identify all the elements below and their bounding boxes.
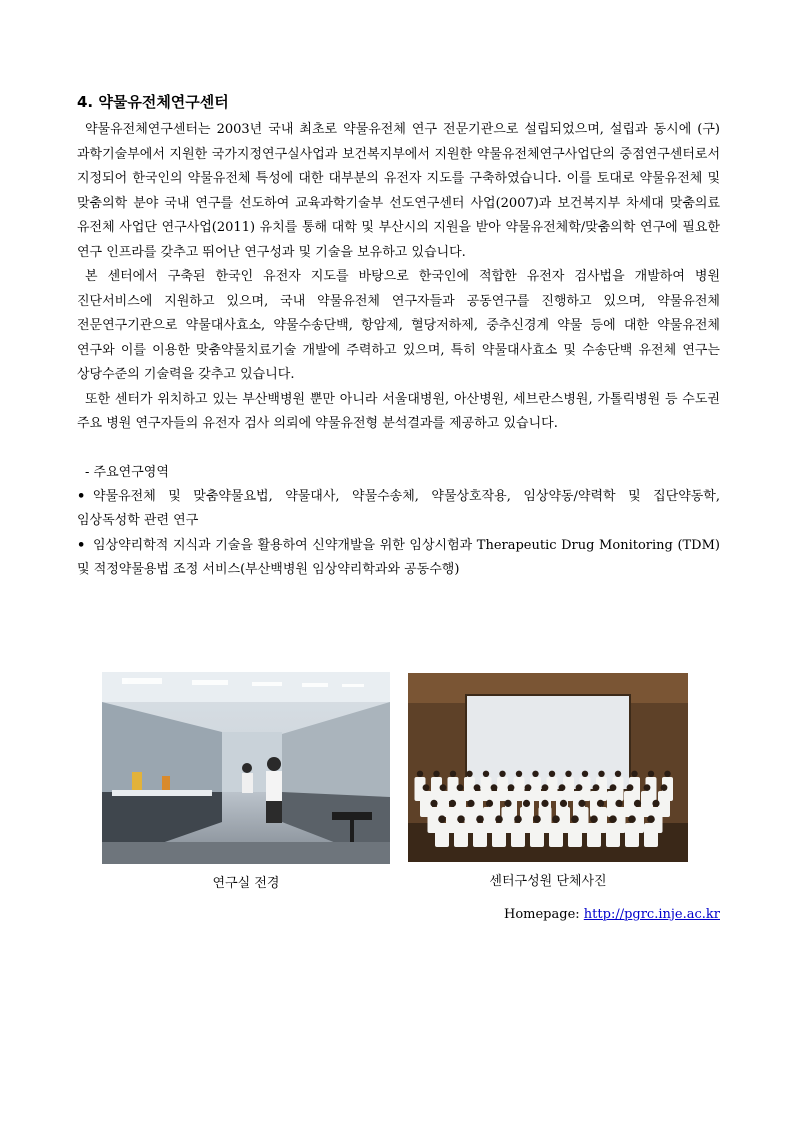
- content-body: [77, 92, 720, 583]
- lab-scene-icon: [102, 672, 390, 864]
- homepage-label: Homepage:: [504, 907, 580, 922]
- bullet-icon: •: [77, 537, 86, 553]
- lab-photo: [102, 672, 390, 864]
- research-areas-heading: - 주요연구영역: [85, 464, 169, 480]
- research-item: [77, 485, 720, 534]
- homepage-link[interactable]: http://pgrc.inje.ac.kr: [583, 907, 720, 922]
- homepage-line: [470, 907, 720, 922]
- group-photo-caption: 센터구성원 단체사진: [489, 874, 607, 889]
- paragraph-genetic-map: 본 센터에서 구축된 한국인 유전자 지도를 바탕으로 한국인에 적합한 유전자 검사법을 개발하여 병원 진단서비스에 지원하고 있으며, 국내 약물유전체 연구자들과 공동연구를 진행하고 있으며, 약물유전체 전문연구기관으로 약물대사효소, 약물수송단백, 항암제, 혈당저하제, 중추신경계 약물 등에 대한 약물유전체 연구와 이를 이용한 맞춤약물치료기술 개발에 주력하고 있으며, 특히 약물대사효소 및 수송단백 유전체 연구는 상당수준의 기술력을 갖추고 있습니다.: [77, 269, 720, 382]
- research-item-text: 약물유전체 및 맞춤약물요법, 약물대사, 약물수송체, 약물상호작용, 임상약동/약력학 및 집단약동학, 임상독성학 관련 연구: [77, 488, 720, 528]
- group-scene-icon: [408, 673, 688, 862]
- paragraph-hospital-service: 또한 센터가 위치하고 있는 부산백병원 뿐만 아니라 서울대병원, 아산병원, 세브란스병원, 가톨릭병원 등 수도권 주요 병원 연구자들의 유전자 검사 의뢰에 약물유전형 분석결과를 제공하고 있습니다.: [77, 391, 720, 431]
- paragraph-intro: 약물유전체연구센터는 2003년 국내 최초로 약물유전체 연구 전문기관으로 설립되었으며, 설립과 동시에 (구)과학기술부에서 지원한 국가지정연구실사업과 보건복지부에서 지원한 약물유전체연구사업단의 중점연구센터로서 지정되어 한국인의 약물유전체 특성에 대한 대부분의 유전자 지도를 구축하였습니다. 이를 토대로 약물유전체 및 맞춤의학 분야 국내 연구를 선도하여 교육과학기술부 선도연구센터 사업(2007)과 보건복지부 차세대 맞춤의료 유전체 사업단 연구사업(2011) 유치를 통해 대학 및 부산시의 지원을 받아 약물유전체학/맞춤의학 연구에 필요한 연구 인프라를 갖추고 뛰어난 연구성과 및 기술을 보유하고 있습니다.: [77, 122, 720, 260]
- bullet-icon: •: [77, 488, 86, 504]
- group-photo: [408, 673, 688, 862]
- research-item: [77, 534, 720, 583]
- section-title: 4. 약물유전체연구센터: [77, 93, 229, 111]
- lab-photo-caption: 연구실 전경: [212, 876, 280, 891]
- research-item-text: 임상약리학적 지식과 기술을 활용하여 신약개발을 위한 임상시험과 Therapeutic Drug Monitoring (TDM) 및 적정약물용법 조정 서비스(부산백병원 임상약리학과와 공동수행): [77, 537, 720, 577]
